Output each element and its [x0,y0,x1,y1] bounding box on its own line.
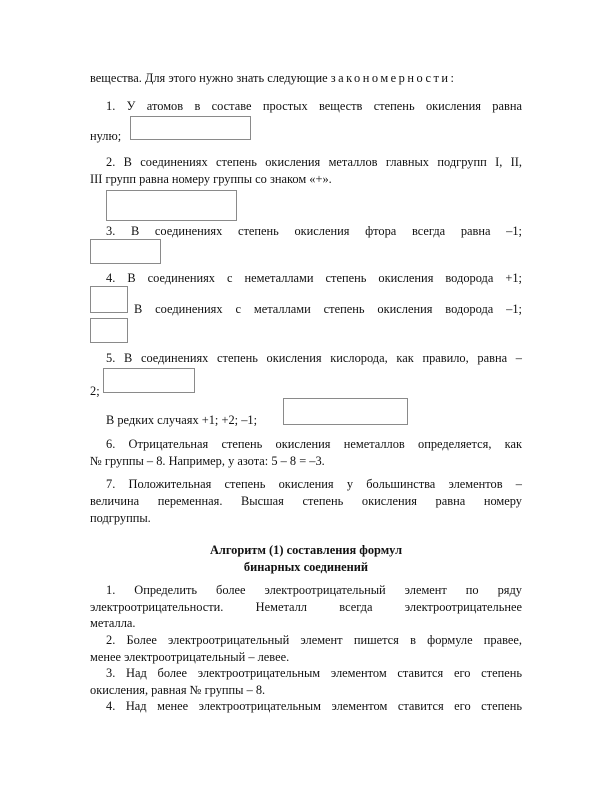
step-1-line-1: 1. Определить более электроотрицательный элемент по ряду [106,583,522,597]
rule-7-line-2: величина переменная. Высшая степень окисления равна номеру [90,494,522,508]
answer-box-1[interactable] [130,116,251,140]
answer-box-5b[interactable] [283,398,408,425]
rule-5-line-1: 5. В соединениях степень окисления кислорода, как правило, равна – [106,351,522,365]
rule-5-line-2: 2; [90,384,100,398]
rule-3-line: 3. В соединениях степень окисления фтора всегда равна –1; [106,224,522,238]
rule-2-line-1: 2. В соединениях степень окисления металлов главных подгрупп I, II, [106,155,522,169]
step-1-line-2: электроотрицательности. Неметалл всегда электроотрицательнее [90,600,522,614]
step-4-line-1: 4. Над менее электроотрицательным элементом ставится его степень [106,699,522,713]
answer-box-3[interactable] [90,239,161,264]
step-1-line-3: металла. [90,616,136,630]
answer-box-5a[interactable] [103,368,195,393]
step-2-line-2: менее электроотрицательный – левее. [90,650,290,664]
rule-4-line-1: 4. В соединениях с неметаллами степень окисления водорода +1; [106,271,522,285]
algorithm-title-line-1: Алгоритм (1) составления формул [209,543,403,557]
step-3-line-2: окисления, равная № группы – 8. [90,683,266,697]
answer-box-4a[interactable] [90,286,128,313]
step-3-line-1: 3. Над более электроотрицательным элементом ставится его степень [106,666,522,680]
step-2-line-1: 2. Более электроотрицательный элемент пишется в формуле правее, [106,633,522,647]
answer-box-2[interactable] [106,190,237,221]
rule-4-line-2: В соединениях с металлами степень окисления водорода –1; [134,302,522,316]
regularities-word: закономерности: [330,71,457,85]
rule-1-line-2: нулю; [90,129,122,143]
algorithm-title-line-2: бинарных соединений [243,560,369,574]
rule-5-line-3: В редких случаях +1; +2; –1; [106,413,258,427]
rule-7-line-1: 7. Положительная степень окисления у большинства элементов – [106,477,522,491]
answer-box-4b[interactable] [90,318,128,343]
rule-6-line-1: 6. Отрицательная степень окисления неметаллов определяется, как [106,437,522,451]
rule-6-line-2: № группы – 8. Например, у азота: 5 – 8 = –3. [90,454,325,468]
rule-1-line-1: 1. У атомов в составе простых веществ степень окисления равна [106,99,522,113]
rule-2-line-2: III групп равна номеру группы со знаком «+». [90,172,332,186]
intro-line [90,70,522,86]
intro-text: вещества. Для этого нужно знать следующие [90,71,331,85]
rule-7-line-3: подгруппы. [90,511,151,525]
